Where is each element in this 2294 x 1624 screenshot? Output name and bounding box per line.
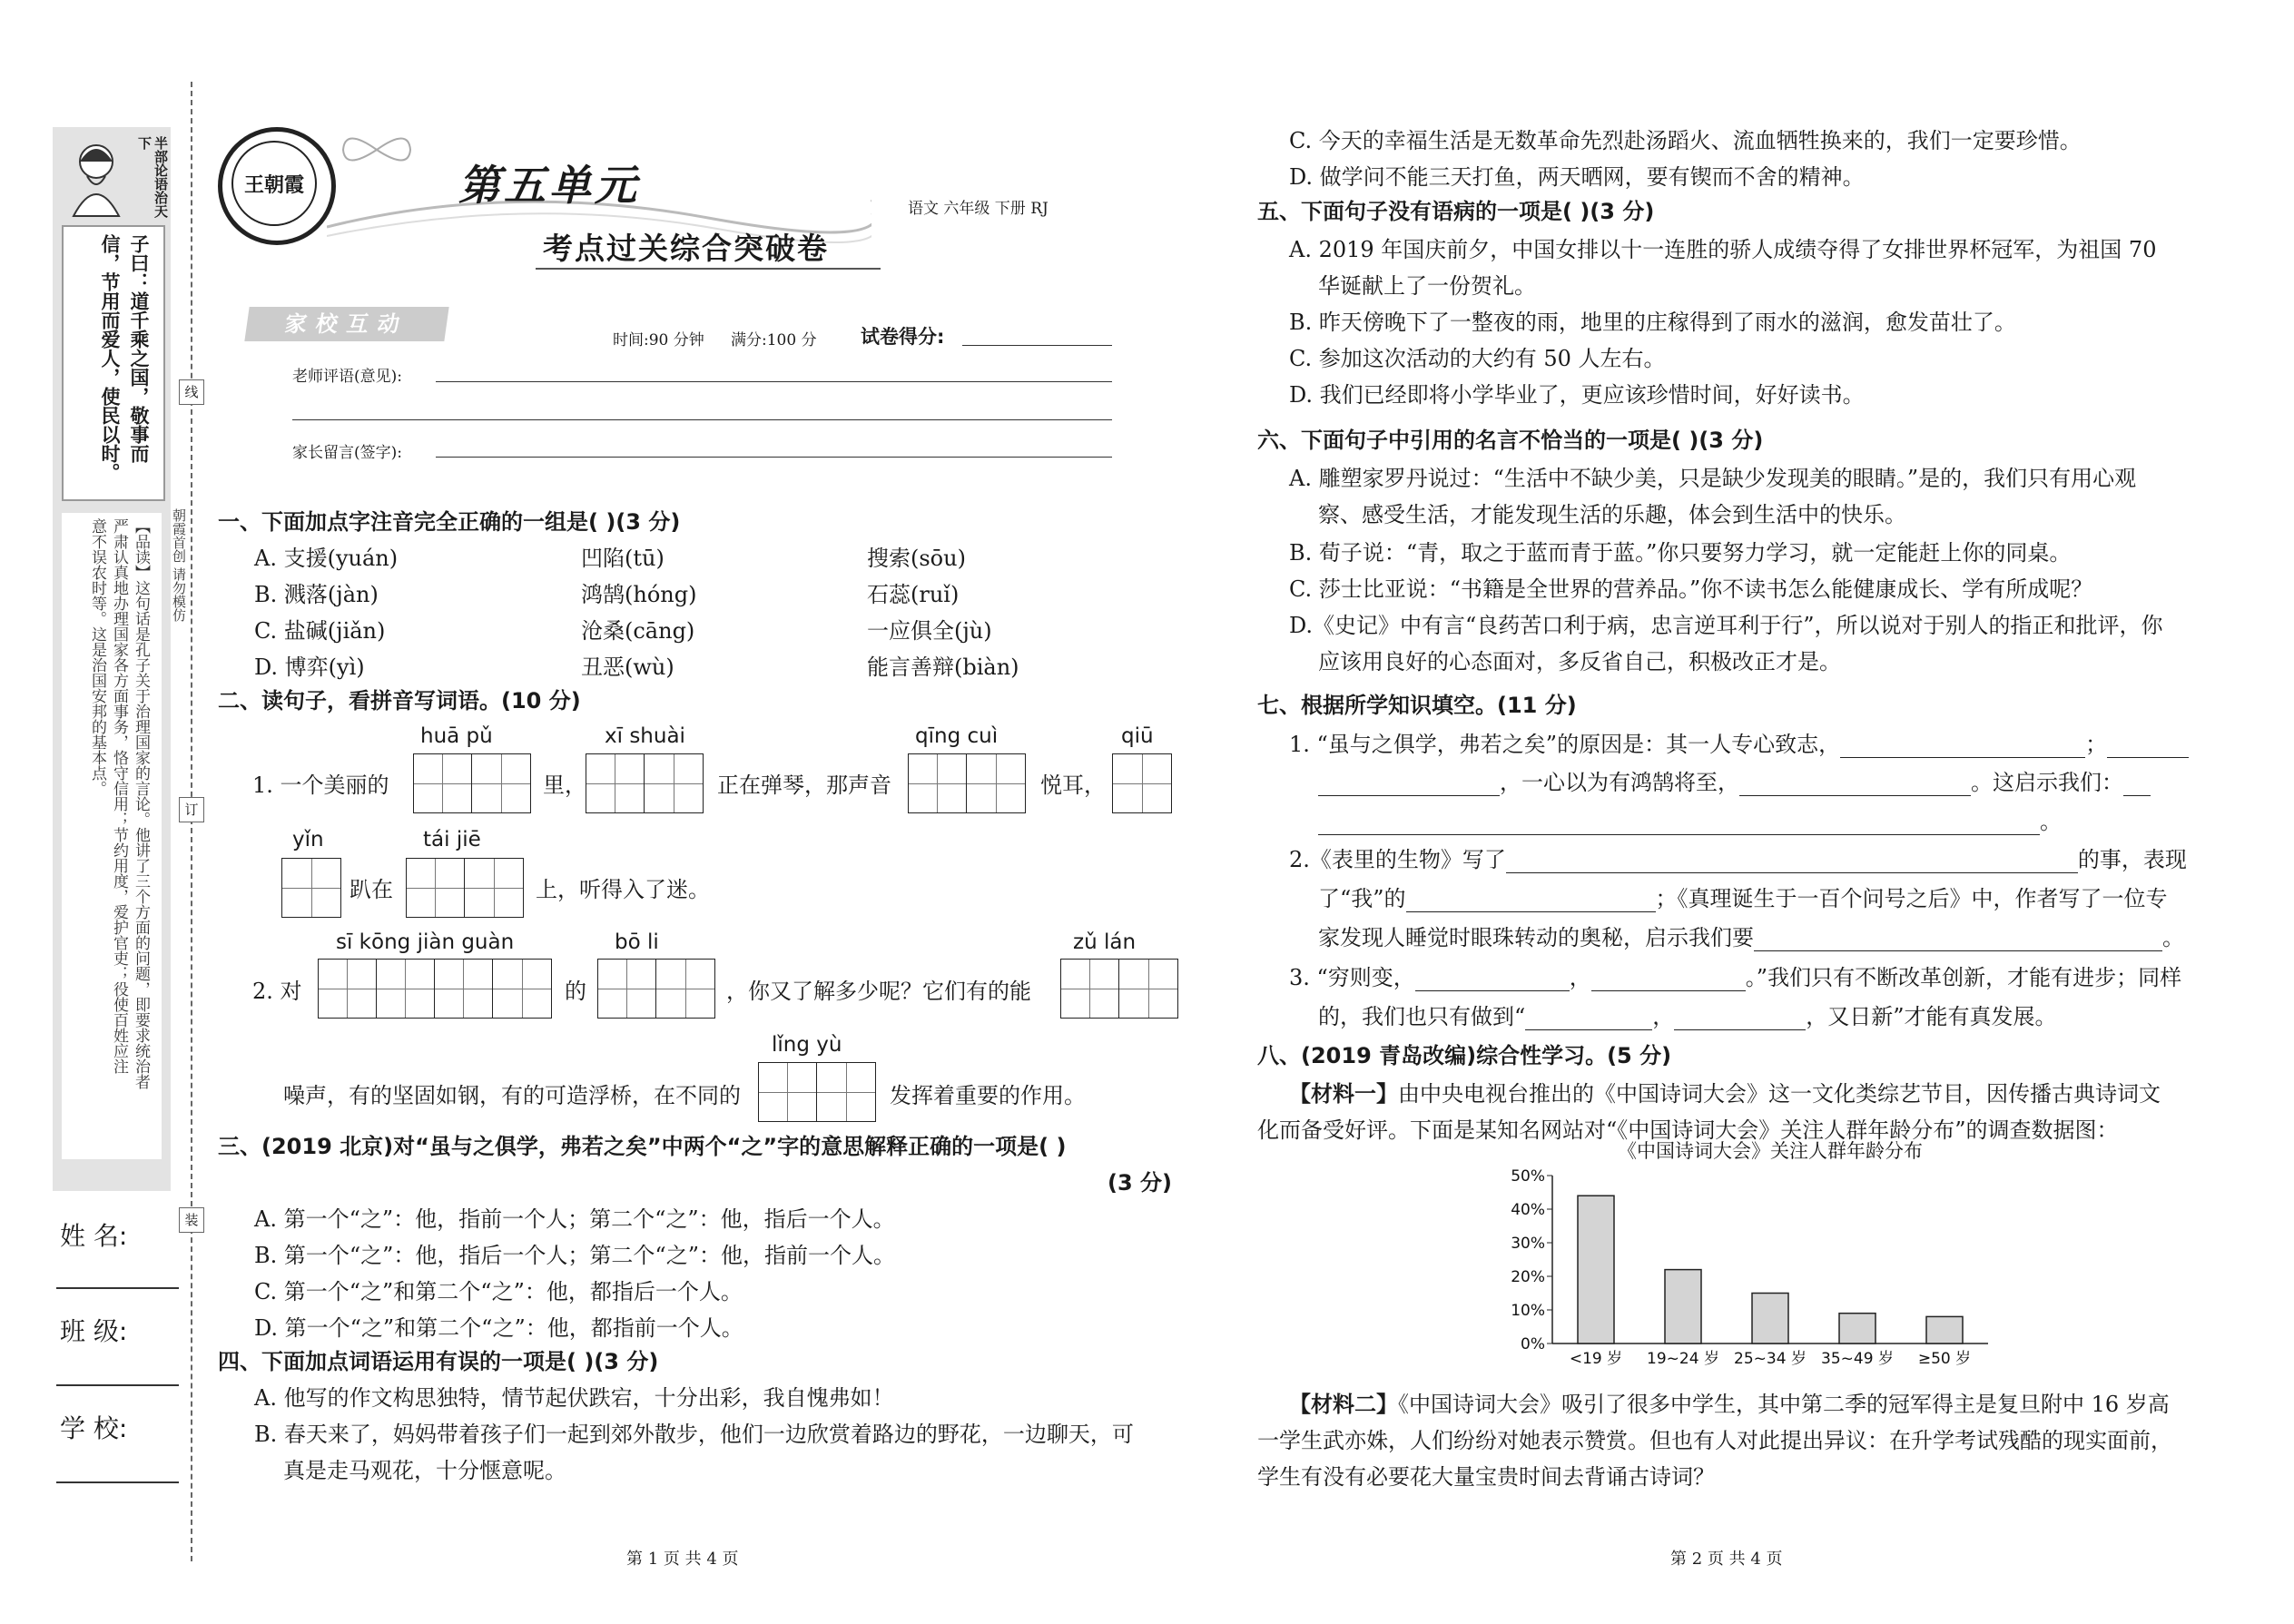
q7-text: ，一心以为有鸿鹄将至， — [1500, 770, 1739, 795]
comment-col2: 严肃认真地办理国家各方面事务，恪守信用；节约用度，爱护官吏；役使百姓应注 — [110, 518, 128, 1074]
q7-title: 七、根据所学知识填空。(11 分) — [1257, 693, 1577, 718]
q7-text: 3. “穷则变， — [1289, 965, 1415, 990]
q7-text: 。”我们只有不断改革创新，才能有进步；同样 — [1745, 965, 2182, 990]
y-tick-label: 10% — [1511, 1302, 1545, 1320]
pinyin: bō li — [615, 930, 659, 954]
full-score: 满分:100 分 — [731, 331, 817, 349]
y-tick-label: 40% — [1511, 1201, 1545, 1219]
sentence-text: 2. 对 — [252, 979, 302, 1004]
bar — [1578, 1196, 1614, 1343]
quote-col1: 子曰：道千乘之国，敬事而 — [128, 234, 150, 463]
q6-option: D.《史记》中有言“良药苦口利于病，忠言逆耳利于行”，所以说对于别人的指正和批评，你 — [1289, 613, 2163, 638]
material2-text: 一学生武亦姝，人们纷纷对她表示赞赏。但也有人对此提出异议：在升学考试残酷的现实面前， — [1257, 1428, 2172, 1453]
q1-option: 一应俱全(jù) — [867, 618, 992, 644]
q2-title: 二、读句子，看拼音写词语。(10 分) — [218, 688, 581, 714]
pinyin: lǐng yù — [772, 1033, 842, 1057]
q7-line — [1318, 1003, 2057, 1030]
fill-blank[interactable] — [1525, 1006, 1652, 1030]
writing-grid[interactable] — [908, 753, 1026, 813]
sentence-text: 噪声，有的坚固如钢，有的可造浮桥，在不同的 — [283, 1083, 741, 1108]
bar — [1926, 1316, 1963, 1343]
comment-col1: 【品读】这句话是孔子关于治理国家的言论。他讲了三个方面的问题，即要求统治者 — [132, 518, 150, 1089]
name-label: 姓 名: — [60, 1221, 128, 1251]
teacher-comment-field-2[interactable] — [292, 419, 1112, 420]
name-field[interactable] — [56, 1287, 179, 1289]
cut-label: 线 — [179, 379, 204, 405]
parent-comment-field[interactable] — [436, 457, 1112, 458]
subtitle-underline — [536, 268, 881, 270]
q4-option: 真是走马观花，十分惬意呢。 — [283, 1458, 566, 1483]
y-tick-label: 0% — [1521, 1335, 1545, 1353]
q6-option: B. 荀子说：“青，取之于蓝而青于蓝。”你只要努力学习，就一定能赶上你的同桌。 — [1289, 540, 2072, 566]
decorative-bow — [336, 127, 418, 172]
sentence-text: 1. 一个美丽的 — [252, 773, 389, 798]
q1-title: 一、下面加点字注音完全正确的一组是( )(3 分) — [218, 509, 681, 535]
paper-score-field[interactable] — [962, 345, 1112, 346]
q7-line — [1289, 846, 2187, 873]
fill-blank[interactable] — [1506, 849, 2078, 873]
x-tick-label: ≥50 岁 — [1917, 1350, 1972, 1368]
logo-text: 王朝霞 — [231, 141, 317, 226]
bar — [1752, 1294, 1788, 1344]
brand-logo — [218, 127, 336, 245]
school-field[interactable] — [56, 1481, 179, 1483]
y-tick-label: 30% — [1511, 1235, 1545, 1253]
q7-text: 。 — [2040, 809, 2062, 834]
y-tick-label: 20% — [1511, 1268, 1545, 1286]
q3-points: (3 分) — [1108, 1170, 1172, 1196]
cut-label: 装 — [179, 1207, 204, 1233]
q7-text: 。 — [2162, 925, 2184, 950]
teacher-comment-field[interactable] — [436, 381, 1112, 382]
quote-col2: 信，节用而爱人，使民以时。 — [99, 234, 121, 482]
motto-header: 半部论语治天下 — [136, 136, 169, 218]
exam-time: 时间:90 分钟 — [613, 331, 704, 349]
q7-text: 1. “虽与之俱学，弗若之矣”的原因是：其一人专心致志， — [1289, 732, 1841, 757]
sentence-text: 悦耳， — [1040, 773, 1106, 798]
grade-tag: 语文 六年级 下册 RJ — [908, 200, 1049, 218]
side-note: 朝霞首创 请勿模仿 — [171, 508, 187, 622]
fill-blank[interactable] — [1406, 888, 1656, 912]
q5-option: D. 我们已经即将小学毕业了，更应该珍惜时间，好好读书。 — [1289, 382, 1865, 408]
fill-blank[interactable] — [1754, 927, 2162, 951]
parent-comment-label: 家长留言(签字): — [292, 444, 402, 462]
bar — [1665, 1270, 1701, 1343]
pinyin: xī shuài — [605, 724, 685, 748]
q7-text: 的，我们也只有做到“ — [1318, 1004, 1526, 1029]
q6-option: 应该用良好的心态面对，多反省自己，积极改正才是。 — [1318, 649, 1841, 674]
q1-option: 能言善辩(biàn) — [867, 655, 1019, 680]
pinyin: qiū — [1121, 724, 1154, 748]
q7-text: 的事，表现 — [2077, 847, 2187, 872]
paper-score-label: 试卷得分: — [861, 326, 945, 348]
home-school-banner: 家校互动 — [244, 307, 448, 341]
sentence-text: 正在弹琴，那声音 — [717, 773, 891, 798]
q7-text: ， — [1652, 1004, 1675, 1029]
q1-option: 石蕊(ruǐ) — [867, 582, 960, 607]
q3-title: 三、(2019 北京)对“虽与之俱学，弗若之矣”中两个“之”字的意思解释正确的一项是( ) — [218, 1134, 1067, 1159]
q1-option: 凹陷(tū) — [581, 546, 665, 571]
material1-text: 化而备受好评。下面是某知名网站对“《中国诗词大会》关注人群年龄分布”的调查数据图： — [1257, 1117, 2119, 1143]
q7-line — [1289, 731, 2189, 758]
q8-material1 — [1289, 1080, 2161, 1107]
q1-option: C. 盐碱(jiǎn) — [254, 618, 386, 644]
writing-grid[interactable] — [406, 858, 524, 918]
material2-label: 【材料二】 — [1289, 1391, 1398, 1417]
page-number: 第 1 页 共 4 页 — [626, 1550, 739, 1569]
pinyin: zǔ lán — [1073, 930, 1137, 954]
x-tick-label: 35~49 岁 — [1821, 1350, 1894, 1368]
q7-line — [1318, 769, 2151, 796]
quote-box — [62, 225, 165, 501]
q7-text: 了“我”的 — [1318, 886, 1406, 911]
material2-text: 学生有没有必要花大量宝贵时间去背诵古诗词？ — [1257, 1464, 1715, 1490]
q4-option: D. 做学问不能三天打鱼，两天晒网，要有锲而不舍的精神。 — [1289, 164, 1865, 190]
q4-option: A. 他写的作文构思独特，情节起伏跌宕，十分出彩，我自愧弗如！ — [254, 1385, 894, 1411]
q1-option: 搜索(sōu) — [867, 546, 966, 571]
q6-option: 察、感受生活，才能发现生活的乐趣，体会到生活中的快乐。 — [1318, 502, 1906, 527]
cut-label: 订 — [179, 797, 204, 822]
q7-text: 2.《表里的生物》写了 — [1289, 847, 1506, 872]
q1-option: 鸿鹄(hóng) — [581, 582, 697, 607]
fill-blank[interactable] — [1415, 967, 1570, 991]
q3-option: C. 第一个“之”和第二个“之”：他，都指后一个人。 — [254, 1279, 743, 1304]
q5-title: 五、下面句子没有语病的一项是( )(3 分) — [1257, 199, 1655, 224]
x-tick-label: 25~34 岁 — [1734, 1350, 1807, 1368]
q3-option: D. 第一个“之”和第二个“之”：他，都指前一个人。 — [254, 1315, 743, 1341]
q7-line — [1318, 885, 2168, 912]
writing-grid[interactable] — [1060, 959, 1178, 1019]
sub-title: 考点过关综合突破卷 — [543, 231, 829, 266]
q7-text: ，又日新”才能有真发展。 — [1806, 1004, 2057, 1029]
q7-text: ；《真理诞生于一百个问号之后》中，作者写了一位专 — [1655, 886, 2168, 911]
q5-option: A. 2019 年国庆前夕，中国女排以十一连胜的骄人成绩夺得了女排世界杯冠军，为祖国 70 — [1289, 237, 2157, 262]
fill-blank[interactable] — [2123, 772, 2151, 796]
sentence-text: 的 — [565, 979, 586, 1004]
fill-blank[interactable] — [1739, 772, 1971, 796]
fill-blank[interactable] — [1591, 967, 1746, 991]
q3-option: B. 第一个“之”：他，指后一个人；第二个“之”：他，指前一个人。 — [254, 1243, 895, 1268]
school-label: 学 校: — [60, 1413, 128, 1443]
fill-blank[interactable] — [1674, 1006, 1806, 1030]
q8-material2 — [1289, 1391, 2170, 1418]
q5-option: 华诞献上了一份贺礼。 — [1318, 273, 1536, 299]
sentence-text: 趴在 — [350, 877, 393, 902]
material2-text: 《中国诗词大会》吸引了很多中学生，其中第二季的冠军得主是复旦附中 16 岁高 — [1398, 1392, 2170, 1417]
writing-grid[interactable] — [586, 753, 704, 813]
writing-grid[interactable] — [318, 959, 552, 1019]
comment-col3: 意不误农时等。这是治国安邦的基本点。 — [88, 518, 106, 796]
bar — [1839, 1314, 1876, 1343]
sentence-text: 里， — [543, 773, 586, 798]
writing-grid[interactable] — [413, 753, 531, 813]
page-number: 第 2 页 共 4 页 — [1670, 1550, 1783, 1569]
writing-grid[interactable] — [1112, 753, 1172, 813]
q7-text: 。这启示我们： — [1971, 770, 2123, 795]
x-tick-label: 19~24 岁 — [1647, 1350, 1719, 1368]
q1-option: D. 博弈(yì) — [254, 655, 365, 680]
chart-title: 《中国诗词大会》关注人群年龄分布 — [1618, 1140, 1923, 1162]
writing-grid[interactable] — [597, 959, 715, 1019]
teacher-comment-label: 老师评语(意见): — [292, 368, 402, 386]
class-field[interactable] — [56, 1384, 179, 1386]
sentence-text: 上，听得入了迷。 — [536, 877, 710, 902]
q6-option: A. 雕塑家罗丹说过：“生活中不缺少美，只是缺少发现美的眼睛。”是的，我们只有用心观 — [1289, 466, 2137, 491]
q6-option: C. 莎士比亚说：“书籍是全世界的营养品。”你不读书怎么能健康成长、学有所成呢？ — [1289, 576, 2093, 602]
q8-title: 八、(2019 青岛改编)综合性学习。(5 分) — [1257, 1043, 1672, 1068]
y-tick-label: 50% — [1511, 1167, 1545, 1186]
q1-option: 沧桑(cāng) — [581, 618, 695, 644]
q6-title: 六、下面句子中引用的名言不恰当的一项是( )(3 分) — [1257, 428, 1764, 453]
age-distribution-chart — [1471, 1139, 2106, 1384]
fill-blank[interactable] — [1318, 772, 1500, 796]
pinyin: tái jiē — [423, 828, 481, 851]
writing-grid[interactable] — [758, 1062, 876, 1122]
material1-label: 【材料一】 — [1289, 1080, 1398, 1107]
q1-option: 丑恶(wù) — [581, 655, 674, 680]
q4-option: B. 春天来了，妈妈带着孩子们一起到郊外散步，他们一边欣赏着路边的野花，一边聊天，可 — [254, 1422, 1134, 1447]
q1-option: A. 支援(yuán) — [254, 546, 399, 571]
pinyin: qīng cuì — [915, 724, 999, 748]
fill-blank[interactable] — [1840, 733, 2085, 758]
fill-blank[interactable] — [2107, 733, 2189, 758]
material1-text: 由中央电视台推出的《中国诗词大会》这一文化类综艺节目，因传播古典诗词文 — [1398, 1081, 2161, 1107]
q5-option: B. 昨天傍晚下了一整夜的雨，地里的庄稼得到了雨水的滋润，愈发苗壮了。 — [1289, 310, 2016, 335]
pinyin: sī kōng jiàn guàn — [336, 930, 515, 954]
writing-grid[interactable] — [281, 858, 341, 918]
class-label: 班 级: — [60, 1316, 128, 1346]
q1-option: B. 溅落(jàn) — [254, 582, 379, 607]
pinyin: yǐn — [292, 828, 324, 851]
pinyin: huā pǔ — [420, 724, 493, 748]
sentence-text: ，你又了解多少呢？它们有的能 — [726, 979, 1031, 1004]
q7-text: ； — [2085, 732, 2108, 757]
comment-box — [62, 513, 162, 1159]
q5-option: C. 参加这次活动的大约有 50 人左右。 — [1289, 346, 1666, 371]
x-tick-label: <19 岁 — [1569, 1350, 1623, 1368]
q7-text: ， — [1569, 965, 1591, 990]
unit-title: 第五单元 — [458, 161, 640, 210]
q4-option: C. 今天的幸福生活是无数革命先烈赴汤蹈火、流血牺牲换来的，我们一定要珍惜。 — [1289, 128, 2082, 153]
q4-title: 四、下面加点词语运用有误的一项是( )(3 分) — [218, 1349, 659, 1374]
q7-text: 家发现人睡觉时眼珠转动的奥秘，启示我们要 — [1318, 925, 1754, 950]
q7-line — [1289, 964, 2181, 991]
q3-option: A. 第一个“之”：他，指前一个人；第二个“之”：他，指后一个人。 — [254, 1206, 895, 1232]
sentence-text: 发挥着重要的作用。 — [890, 1083, 1086, 1108]
fill-blank[interactable] — [1318, 811, 2040, 835]
q7-line — [1318, 924, 2184, 951]
q7-line — [1318, 808, 2062, 835]
sage-portrait — [60, 136, 133, 218]
